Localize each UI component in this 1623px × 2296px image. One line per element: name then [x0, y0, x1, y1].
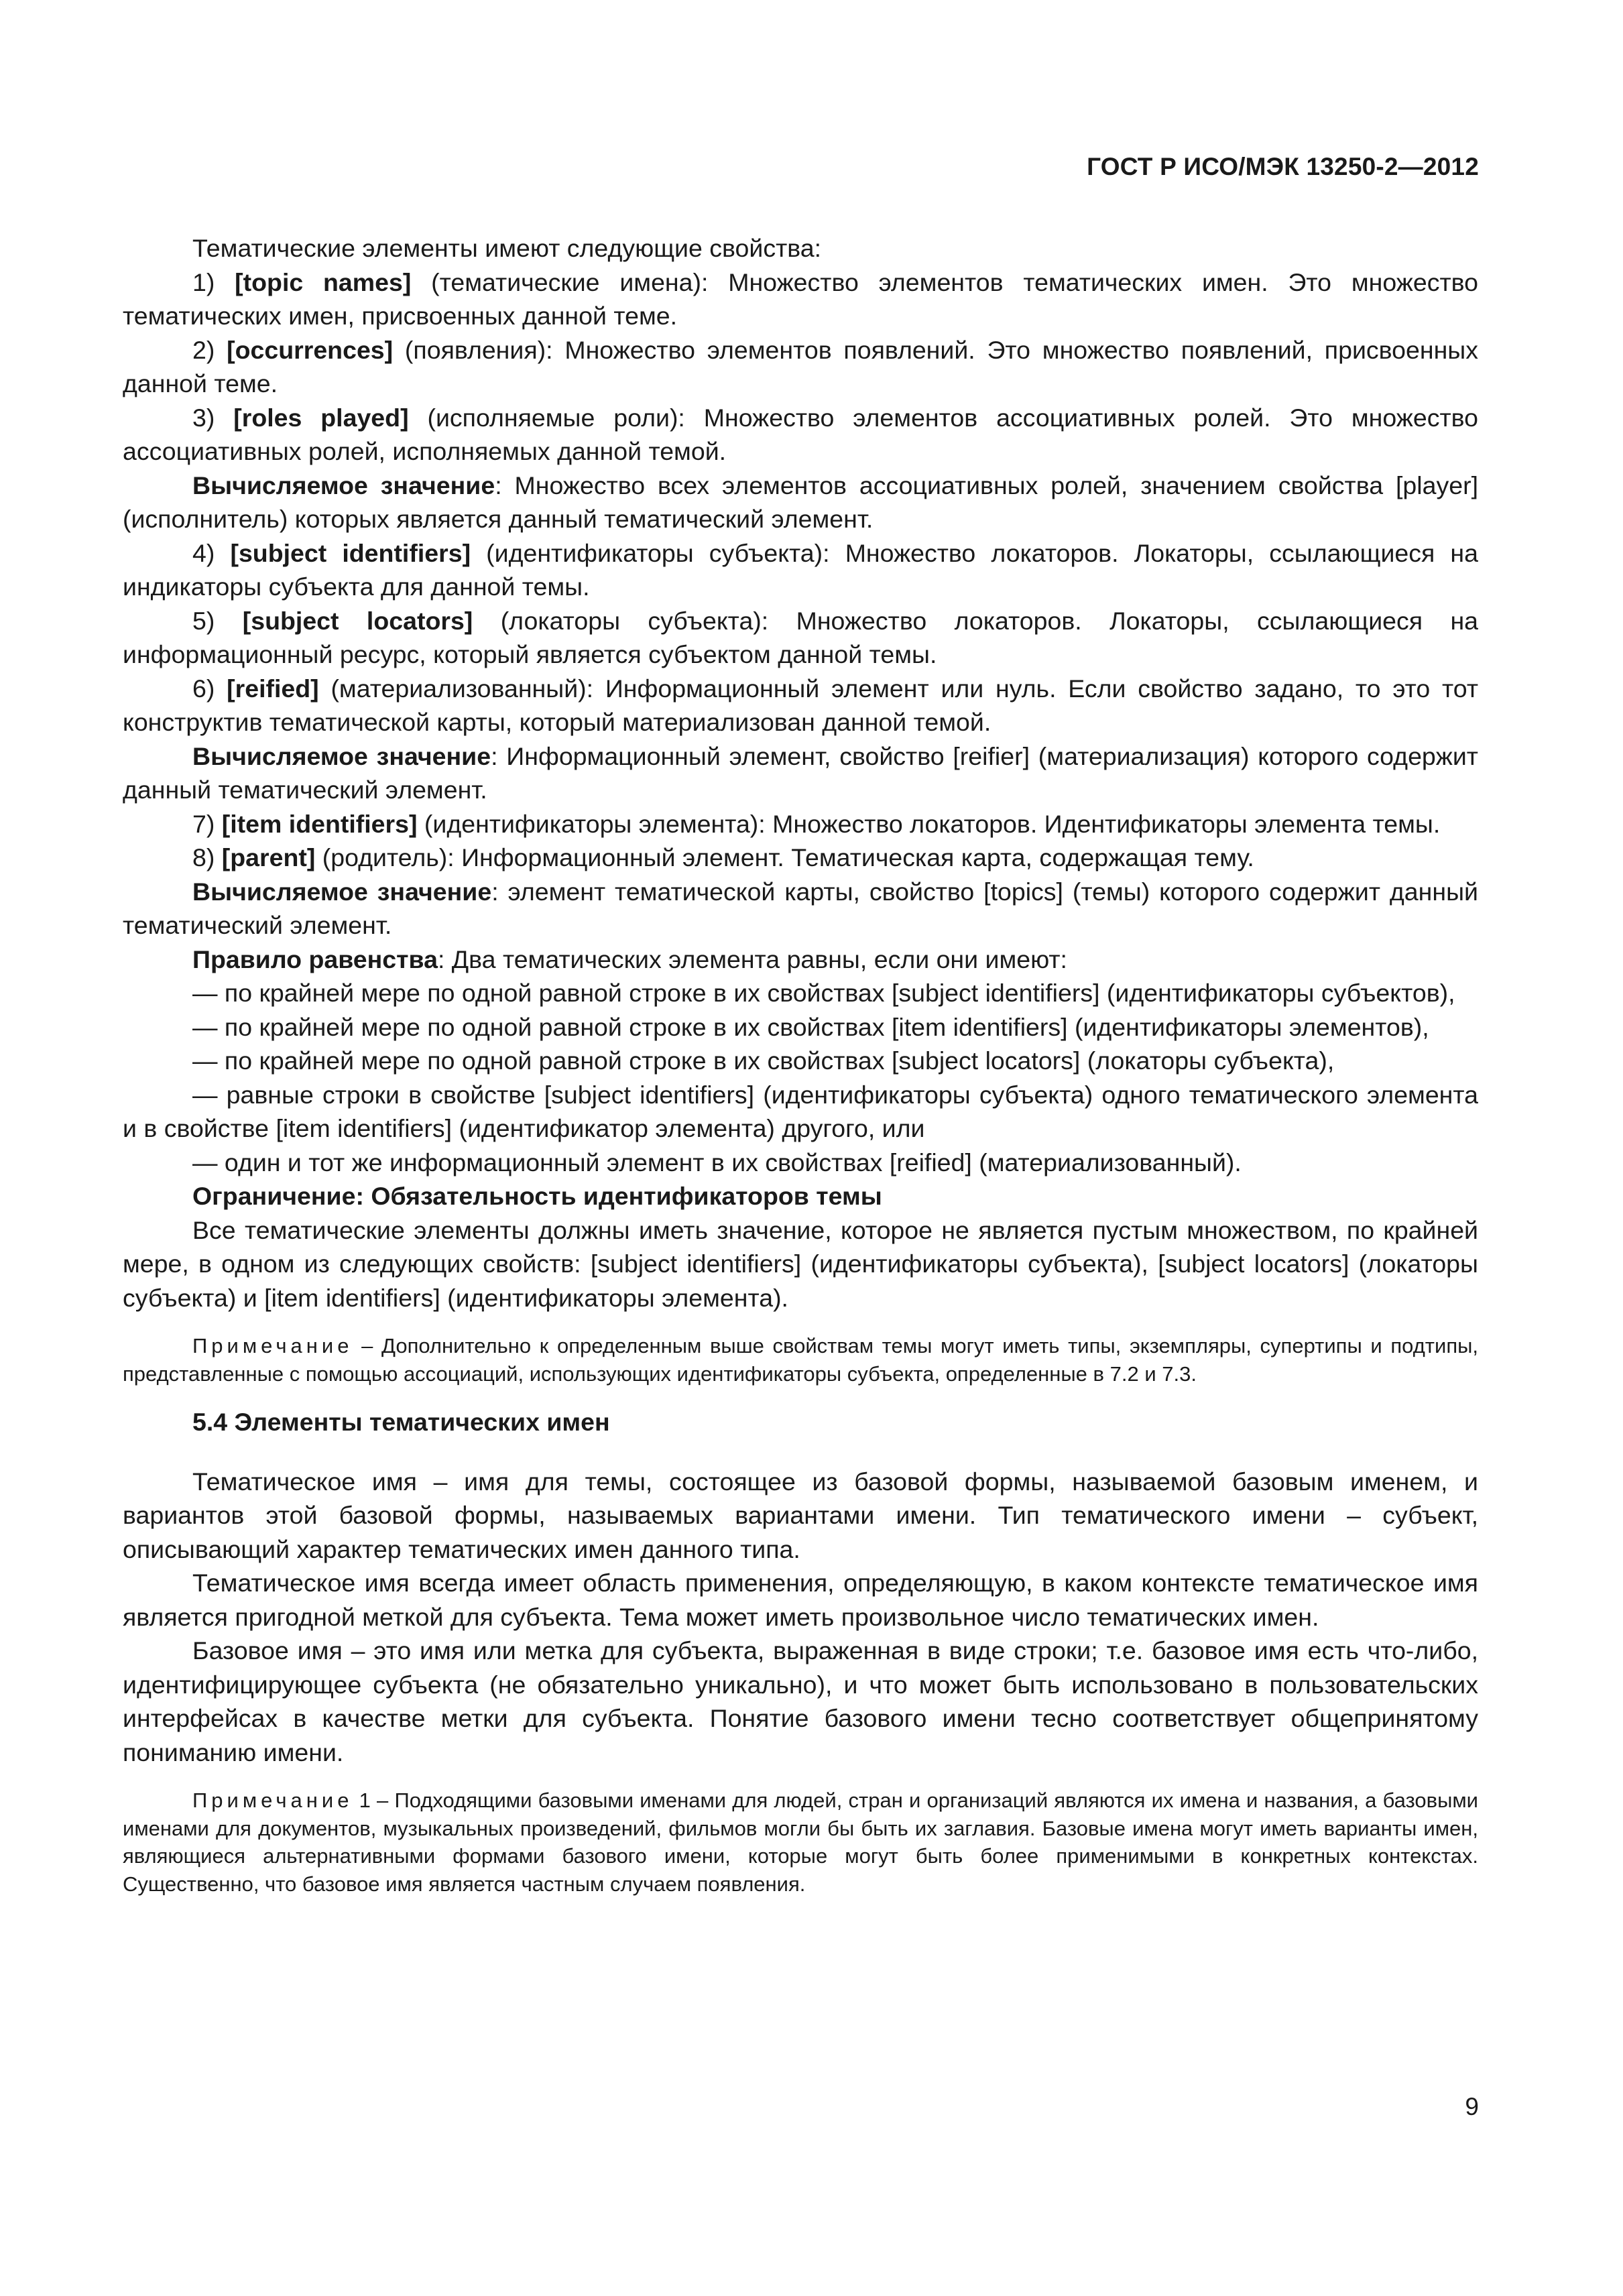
computed-value-roles: [123, 469, 1478, 536]
item-number: 6): [192, 674, 227, 703]
property-parent: [123, 841, 1478, 875]
item-number: 4): [192, 538, 231, 567]
dash-list-item: — по крайней мере по одной равной строке в их свойствах [item identifiers] (идентификаторы элементов),: [192, 1012, 1429, 1041]
computed-value-text: : элемент тематической карты, свойство [topics] (темы) которого содержит данный тематический элемент.: [123, 877, 1478, 939]
note-label: Примечание: [192, 1334, 353, 1357]
section-paragraph: Тематическое имя всегда имеет область применения, определяющую, в каком контексте тематическое имя является пригодной меткой для субъекта. Тема может иметь произвольное число тематических имен.: [123, 1569, 1478, 1631]
section-paragraph: Тематическое имя – имя для темы, состоящее из базовой формы, называемой базовым именем, и вариантов этой базовой формы, называемых вариантами имени. Тип тематического имени – субъект, описывающий характер тематических имен данного типа.: [123, 1467, 1478, 1563]
computed-value-text: : Информационный элемент, свойство [reifier] (материализация) которого содержит данный тематический элемент.: [123, 741, 1478, 804]
property-text: (появления): Множество элементов появлений. Это множество появлений, присвоенных данной теме.: [123, 335, 1478, 398]
property-topic-names: [123, 265, 1478, 333]
computed-value-label: Вычисляемое значение: [192, 471, 495, 499]
property-term: [reified]: [227, 674, 319, 703]
property-text: (исполняемые роли): Множество элементов ассоциативных ролей. Это множество ассоциативных ролей, исполняемых данной темой.: [123, 403, 1479, 465]
item-number: 1): [192, 267, 235, 296]
property-item-identifiers: [123, 807, 1478, 841]
page-content: [123, 231, 1478, 1915]
dash-list-item: — по крайней мере по одной равной строке в их свойствах [subject locators] (локаторы субъекта),: [192, 1046, 1335, 1075]
property-term: [subject locators]: [242, 606, 473, 635]
property-term: [topic names]: [235, 267, 412, 296]
property-term: [subject identifiers]: [230, 538, 471, 567]
note-text: 1 – Подходящими базовыми именами для людей, стран и организаций являются их имена и названия, а базовыми именами для документов, музыкальных произведений, фильмов могли бы быть их заглавия. Базовые имена могут иметь варианты имен, являющиеся альтернативными формами базового имени, которые могут быть более применимыми в конкретных контекстах. Существенно, что базовое имя является частным случаем появления.: [123, 1789, 1478, 1896]
section-title: 5.4 Элементы тематических имен: [192, 1408, 610, 1436]
property-text: (идентификаторы субъекта): Множество локаторов. Локаторы, ссылающиеся на индикаторы субъекта для данной темы.: [123, 538, 1478, 601]
computed-value-label: Вычисляемое значение: [192, 877, 492, 906]
equality-rule-label: Правило равенства: [192, 945, 438, 973]
property-text: (локаторы субъекта): Множество локаторов. Локаторы, ссылающиеся на информационный ресурс, который является субъектом данной темы.: [123, 606, 1479, 668]
dash-list-item: — равные строки в свойстве [subject identifiers] (идентификаторы субъекта) одного тематического элемента и в свойстве [item identifiers] (идентификатор элемента) другого, или: [123, 1080, 1478, 1142]
property-term: [occurrences]: [227, 335, 394, 364]
dash-list-item: — один и тот же информационный элемент в их свойствах [reified] (материализованный).: [192, 1148, 1242, 1176]
property-roles-played: [123, 401, 1478, 469]
item-number: 3): [192, 403, 234, 432]
item-number: 7): [192, 809, 222, 838]
computed-value-text: : Множество всех элементов ассоциативных ролей, значением свойства [player] (исполнитель) которых является данный тематический элемент.: [123, 471, 1478, 533]
computed-value-label: Вычисляемое значение: [192, 741, 491, 770]
page-number: 9: [1465, 2093, 1479, 2120]
property-reified: [123, 672, 1478, 739]
item-number: 8): [192, 843, 222, 871]
note-properties: [123, 1332, 1478, 1388]
property-text: (родитель): Информационный элемент. Тематическая карта, содержащая тему.: [315, 843, 1254, 871]
item-number: 5): [192, 606, 243, 635]
constraint-title: Ограничение: Обязательность идентификаторов темы: [192, 1182, 882, 1210]
property-text: (тематические имена): Множество элементов тематических имен. Это множество тематических имен, присвоенных данной теме.: [123, 267, 1478, 330]
property-text: (материализованный): Информационный элемент или нуль. Если свойство задано, то это тот конструктив тематической карты, который материализован данной темой.: [123, 674, 1478, 736]
computed-value-reified: [123, 739, 1478, 807]
property-subject-locators: [123, 604, 1478, 672]
item-number: 2): [192, 335, 227, 364]
property-term: [roles played]: [233, 403, 409, 432]
equality-rule: [123, 943, 1478, 977]
property-occurrences: [123, 333, 1478, 401]
property-term: [parent]: [221, 843, 316, 871]
note-base-names: [123, 1787, 1478, 1898]
note-label: Примечание: [192, 1789, 353, 1812]
section-paragraph: Базовое имя – это имя или метка для субъекта, выраженная в виде строки; т.е. базовое имя есть что-либо, идентифицирующее субъекта (не обязательно уникально), и что может быть использовано в пользовательских интерфейсах в качестве метки для субъекта. Понятие базового имени тесно соответствует общепринятому пониманию имени.: [123, 1636, 1478, 1766]
note-text: – Дополнительно к определенным выше свойствам темы могут иметь типы, экземпляры, супертипы и подтипы, представленные с помощью ассоциаций, использующих идентификаторы субъекта, определенные в 7.2 и 7.3.: [123, 1334, 1478, 1386]
dash-list-item: — по крайней мере по одной равной строке в их свойствах [subject identifiers] (идентификаторы субъектов),: [192, 979, 1455, 1007]
constraint-text: Все тематические элементы должны иметь значение, которое не является пустым множеством, по крайней мере, в одном из следующих свойств: [subject identifiers] (идентификаторы субъекта), [subject locators] (локаторы субъекта) и [item identifiers] (идентификаторы элемента).: [123, 1215, 1478, 1312]
computed-value-parent: [123, 875, 1478, 943]
property-term: [item identifiers]: [221, 809, 418, 838]
property-text: (идентификаторы элемента): Множество локаторов. Идентификаторы элемента темы.: [417, 809, 1441, 838]
document-header: ГОСТ Р ИСО/МЭК 13250-2—2012: [1087, 153, 1479, 180]
equality-rule-text: : Два тематических элемента равны, если они имеют:: [437, 945, 1067, 973]
intro-paragraph: Тематические элементы имеют следующие свойства:: [192, 234, 822, 262]
property-subject-identifiers: [123, 536, 1478, 604]
